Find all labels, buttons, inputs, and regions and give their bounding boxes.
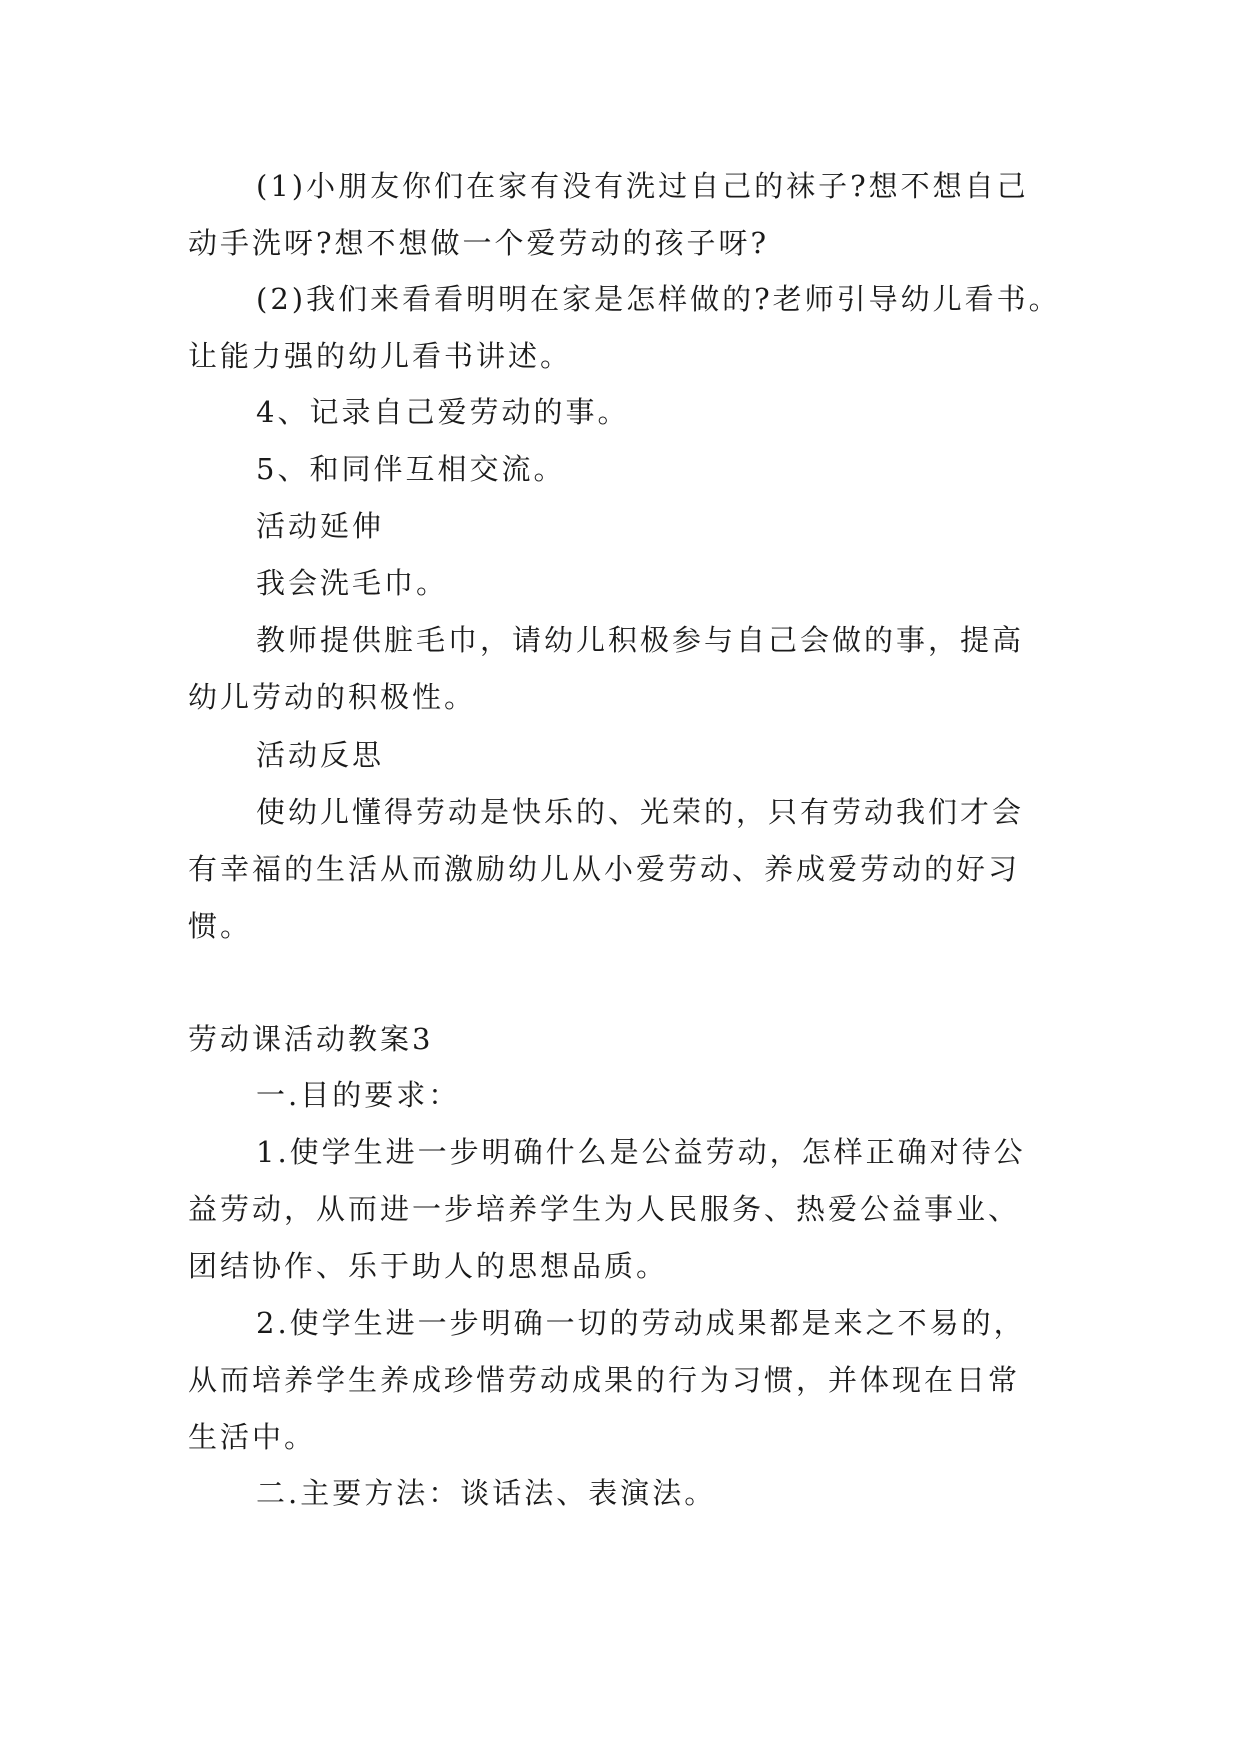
paragraph-line: 1.使学生进一步明确什么是公益劳动，怎样正确对待公 <box>256 1135 1026 1169</box>
section-heading: 一.目的要求： <box>256 1078 461 1112</box>
paragraph-line: (2)我们来看看明明在家是怎样做的?老师引导幼儿看书。 <box>256 282 1061 316</box>
paragraph-line: (1)小朋友你们在家有没有洗过自己的袜子?想不想自己 <box>256 169 1029 203</box>
section-heading: 二.主要方法：谈话法、表演法。 <box>256 1476 717 1510</box>
paragraph-line: 动手洗呀?想不想做一个爱劳动的孩子呀? <box>188 226 770 260</box>
paragraph-line: 让能力强的幼儿看书讲述。 <box>188 339 573 373</box>
paragraph-line: 有幸福的生活从而激励幼儿从小爱劳动、养成爱劳动的好习 <box>188 852 1021 886</box>
section-heading: 活动反思 <box>256 738 385 772</box>
document-title: 劳动课活动教案3 <box>188 1022 434 1056</box>
paragraph-line: 使幼儿懂得劳动是快乐的、光荣的，只有劳动我们才会 <box>256 795 1025 829</box>
paragraph-line: 惯。 <box>188 909 253 943</box>
paragraph-line: 我会洗毛巾。 <box>256 566 449 600</box>
paragraph-line: 益劳动，从而进一步培养学生为人民服务、热爱公益事业、 <box>188 1192 1021 1226</box>
paragraph-line: 教师提供脏毛巾，请幼儿积极参与自己会做的事，提高 <box>256 623 1025 657</box>
paragraph-line: 从而培养学生养成珍惜劳动成果的行为习惯，并体现在日常 <box>188 1363 1021 1397</box>
paragraph-line: 4、记录自己爱劳动的事。 <box>256 395 630 429</box>
paragraph-line: 5、和同伴互相交流。 <box>256 452 566 486</box>
paragraph-line: 2.使学生进一步明确一切的劳动成果都是来之不易的， <box>256 1306 1026 1340</box>
section-heading: 活动延伸 <box>256 509 385 543</box>
paragraph-line: 幼儿劳动的积极性。 <box>188 680 477 714</box>
paragraph-line: 团结协作、乐于助人的思想品质。 <box>188 1249 669 1283</box>
paragraph-line: 生活中。 <box>188 1420 317 1454</box>
